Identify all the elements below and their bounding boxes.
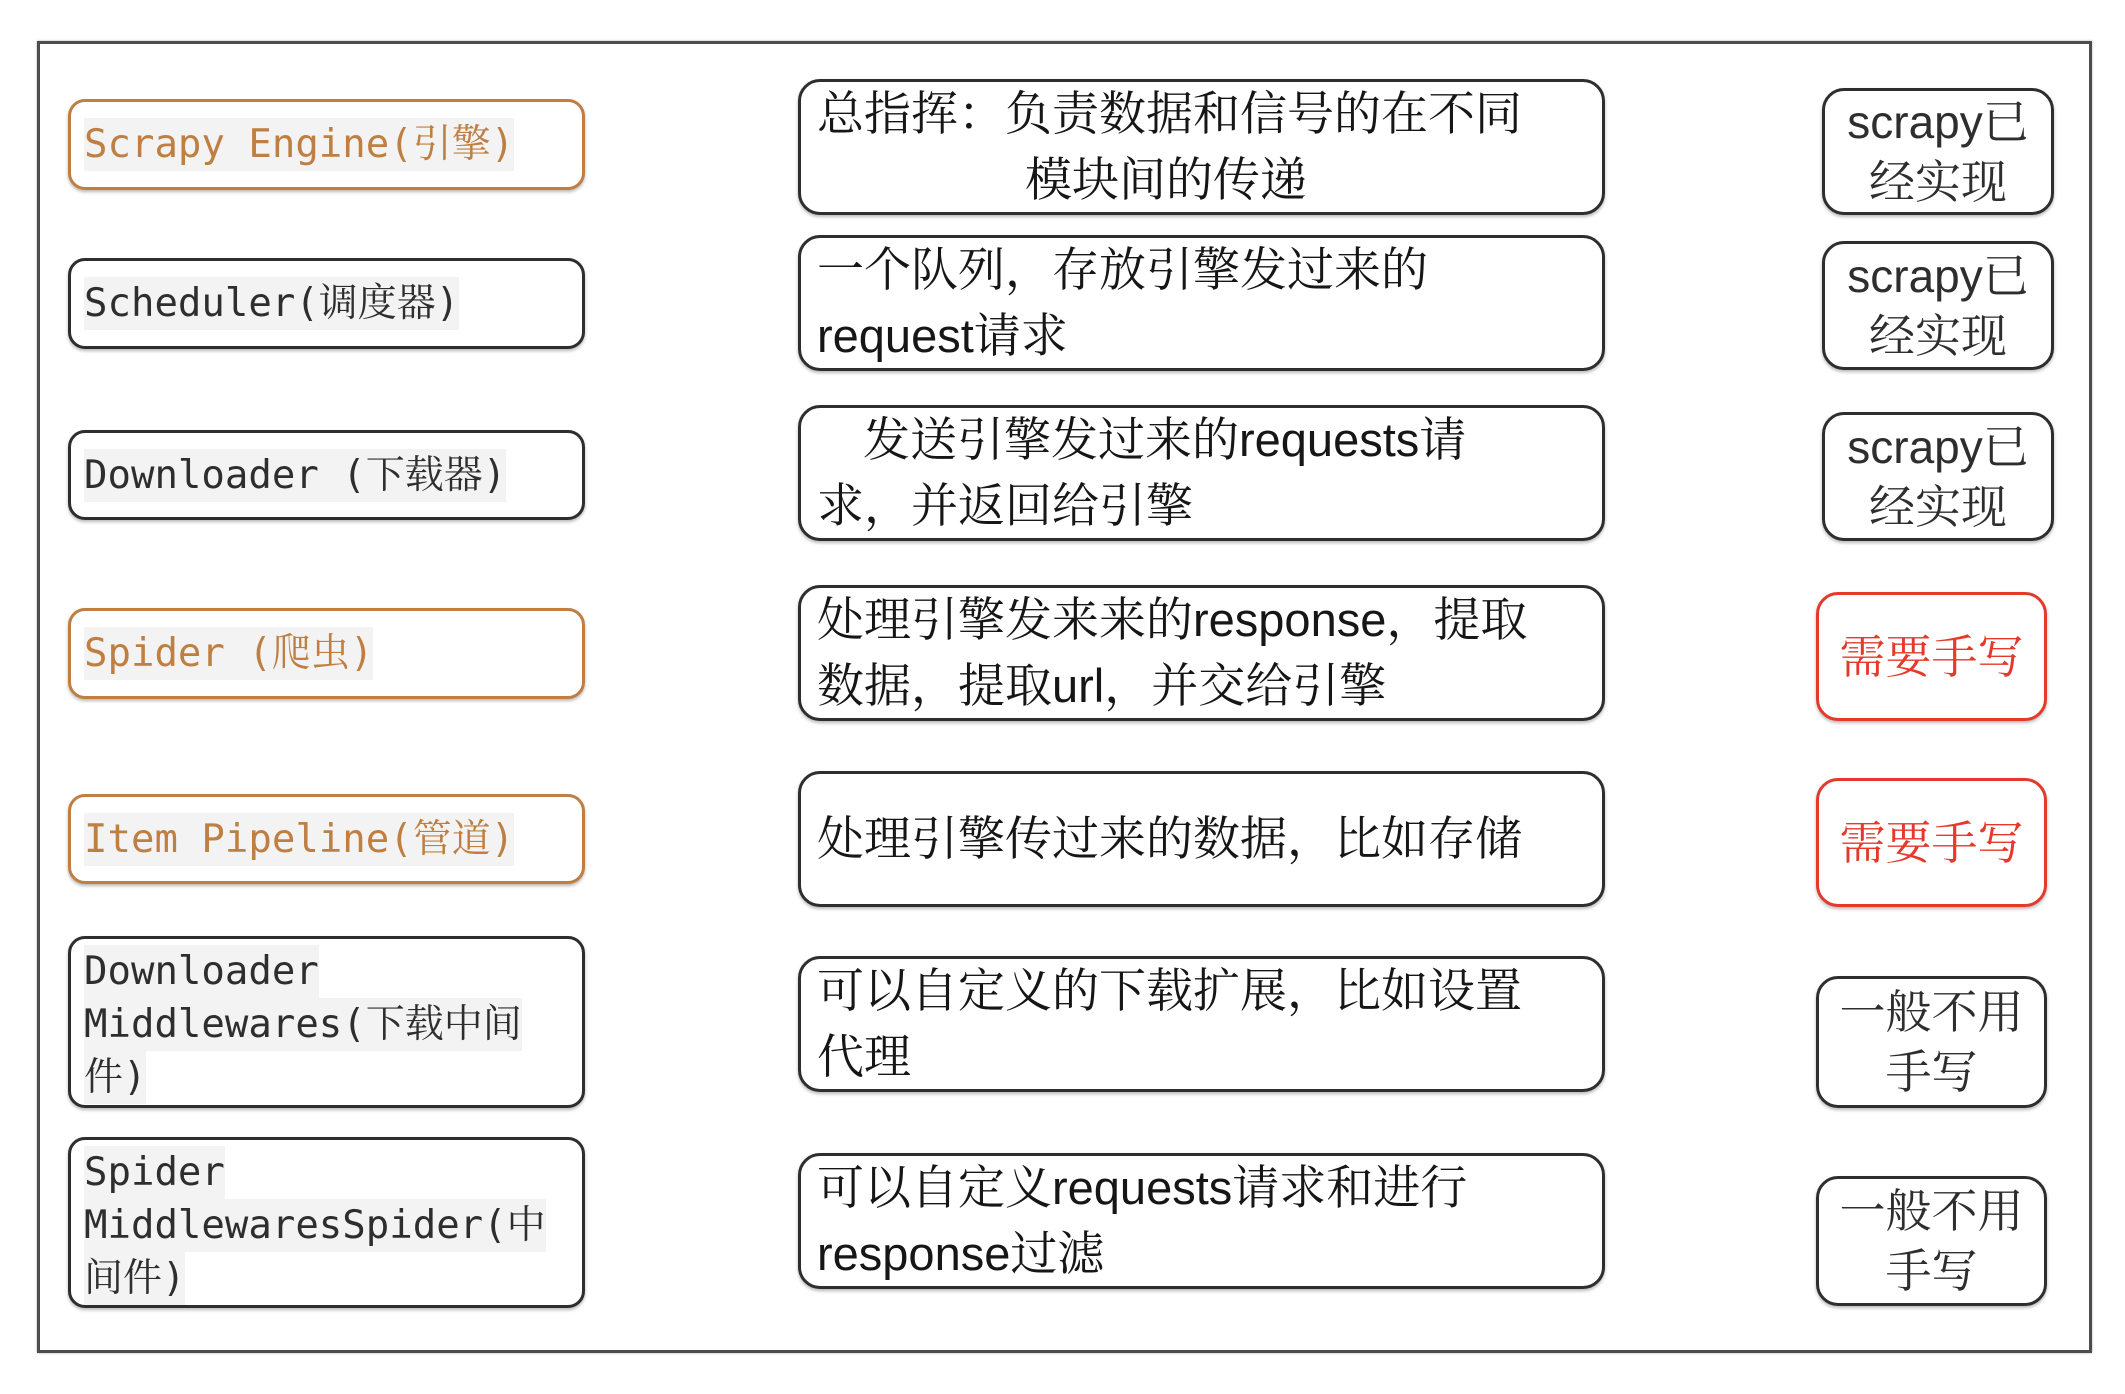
description-line: 可以自定义requests请求和进行: [817, 1161, 1468, 1214]
component-label: MiddlewaresSpider(中: [84, 1199, 546, 1252]
description-box-scheduler: [798, 235, 1605, 371]
description-box-scrapy-engine: [798, 79, 1605, 215]
status-label: 需要手写: [1839, 630, 2024, 683]
component-box-downloader: [68, 430, 585, 520]
description-line: 数据，提取url，并交给引擎: [817, 659, 1387, 712]
description-line: response过滤: [817, 1227, 1105, 1280]
status-box-downloader-middlewares: [1816, 976, 2047, 1108]
status-label: scrapy已: [1847, 249, 2029, 302]
component-box-item-pipeline: [68, 794, 585, 884]
status-label: scrapy已: [1847, 95, 2029, 148]
description-line: 总指挥：负责数据和信号的在不同: [817, 87, 1522, 140]
description-box-item-pipeline: [798, 771, 1605, 907]
status-label: 一般不用: [1839, 986, 2024, 1038]
component-label: Downloader: [84, 945, 319, 998]
status-box-scheduler: [1822, 241, 2054, 370]
description-line: 可以自定义的下载扩展，比如设置: [817, 964, 1522, 1017]
status-label: 经实现: [1869, 155, 2007, 208]
component-label: Middlewares(下载中间: [84, 998, 522, 1051]
status-label: 手写: [1885, 1046, 1978, 1098]
status-label: 经实现: [1869, 309, 2007, 362]
description-line: request请求: [817, 309, 1068, 362]
component-label: Spider: [84, 1146, 225, 1199]
component-box-scheduler: [68, 258, 585, 349]
component-label: Scrapy Engine(引擎): [84, 118, 514, 171]
component-label: Item Pipeline(管道): [84, 813, 514, 866]
status-label: 经实现: [1869, 480, 2007, 533]
status-label: 需要手写: [1839, 816, 2024, 869]
component-box-spider: [68, 608, 585, 699]
component-label: Spider (爬虫): [84, 627, 373, 680]
description-box-spider: [798, 585, 1605, 721]
description-line: 处理引擎发来来的response，提取: [817, 593, 1528, 646]
description-line: 模块间的传递: [1025, 153, 1307, 206]
description-box-downloader-middlewares: [798, 956, 1605, 1092]
component-label: 间件): [84, 1252, 185, 1305]
status-label: 一般不用: [1839, 1185, 2024, 1237]
status-label: scrapy已: [1847, 420, 2029, 473]
component-label: 件): [84, 1051, 146, 1104]
status-box-scrapy-engine: [1822, 88, 2054, 215]
component-box-spider-middlewares: [68, 1137, 585, 1308]
description-box-downloader: [798, 405, 1605, 541]
description-line: 求，并返回给引擎: [817, 479, 1193, 532]
component-box-downloader-middlewares: [68, 936, 585, 1108]
description-line: 一个队列，存放引擎发过来的: [817, 243, 1428, 296]
status-label: 手写: [1885, 1245, 1978, 1297]
status-box-item-pipeline: [1816, 778, 2047, 907]
component-label: Downloader (下载器): [84, 449, 506, 502]
description-line: 发送引擎发过来的requests请: [863, 413, 1467, 466]
status-box-downloader: [1822, 412, 2054, 541]
description-line: 处理引擎传过来的数据，比如存储: [817, 812, 1522, 865]
component-label: Scheduler(调度器): [84, 277, 459, 330]
description-line: 代理: [817, 1030, 911, 1083]
status-box-spider-middlewares: [1816, 1176, 2047, 1306]
status-box-spider: [1816, 592, 2047, 721]
component-box-scrapy-engine: [68, 99, 585, 190]
description-box-spider-middlewares: [798, 1153, 1605, 1289]
